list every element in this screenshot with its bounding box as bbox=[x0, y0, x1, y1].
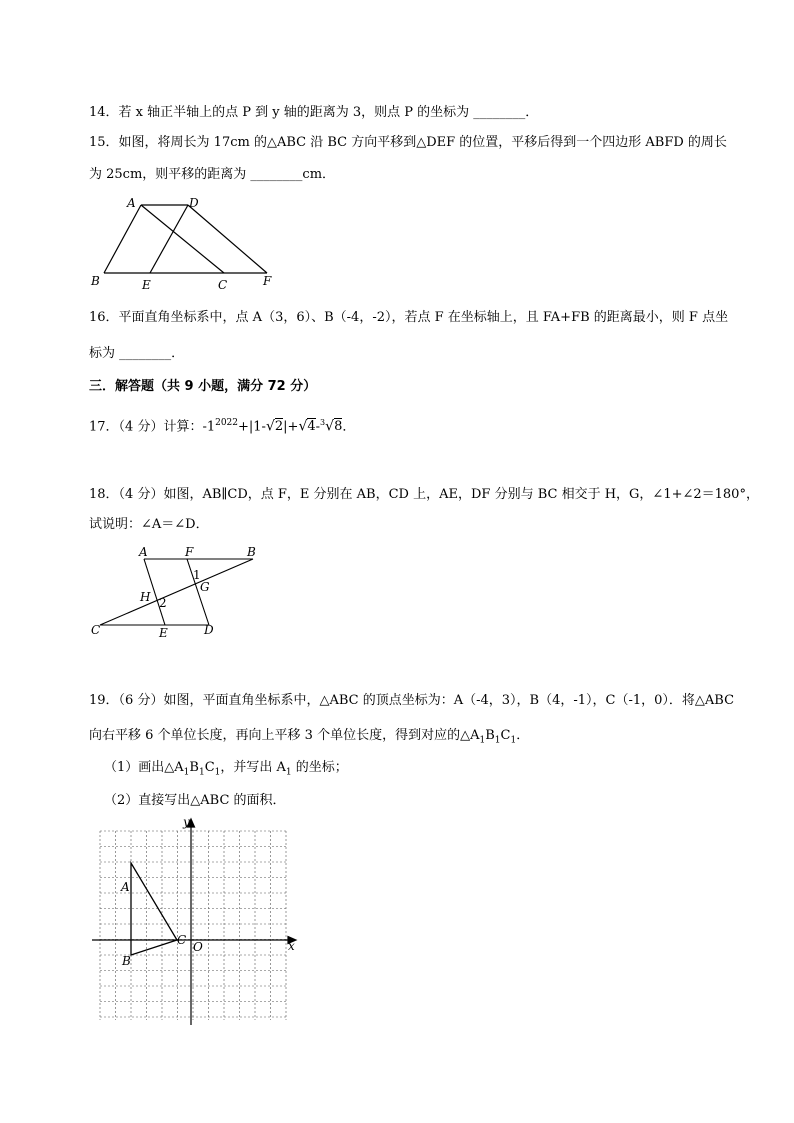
q15-label-e: E bbox=[142, 278, 151, 292]
question-15-line1: 15．如图，将周长为 17cm 的△ABC 沿 BC 方向平移到△DEF 的位置，平移后得到一个四边形 ABFD 的周长 bbox=[89, 135, 727, 150]
q17-cuberoot-index: 3 bbox=[320, 418, 326, 427]
question-16-line1: 16．平面直角坐标系中，点 A（3，6）、B（-4，-2），若点 F 在坐标轴上，且 FA+FB 的距离最小，则 F 点坐 bbox=[89, 310, 729, 325]
q15-label-c: C bbox=[218, 278, 228, 292]
axis-label-y: y bbox=[183, 815, 190, 829]
question-18-line2: 试说明：∠A＝∠D． bbox=[89, 517, 209, 532]
q17-exponent: 2022 bbox=[215, 418, 239, 428]
question-18-line1: 18．（4 分）如图，AB∥CD，点 F，E 分别在 AB，CD 上，AE，DF 分别与 BC 相交于 H，G，∠1+∠2＝180°， bbox=[89, 487, 759, 502]
q17-mid3: - bbox=[315, 419, 321, 435]
q17-prefix: 17．（4 分）计算：-1 bbox=[89, 419, 216, 435]
q18-label-a: A bbox=[139, 545, 148, 559]
q17-cube-value: 8 bbox=[334, 419, 343, 435]
question-16-line2: 标为 ________． bbox=[89, 346, 185, 361]
q17-sqrt2: 2 bbox=[274, 419, 284, 435]
q18-label-f: F bbox=[185, 545, 194, 559]
q18-label-c: C bbox=[91, 623, 101, 637]
q15-label-a: A bbox=[127, 196, 136, 210]
question-19-line1: 19．（6 分）如图，平面直角坐标系中，△ABC 的顶点坐标为：A（-4，3），B（4，-1），C（-1，0）．将△ABC bbox=[89, 693, 735, 708]
question-15-line2: 为 25cm，则平移的距离为 ________cm． bbox=[89, 167, 336, 182]
q15-label-d: D bbox=[189, 196, 199, 210]
q19-label-b: B bbox=[122, 954, 131, 968]
question-14: 14．若 x 轴正半轴上的点 P 到 y 轴的距离为 3，则点 P 的坐标为 ________． bbox=[89, 105, 539, 120]
q17-end: ． bbox=[342, 419, 356, 435]
triangle-abc bbox=[131, 863, 177, 955]
q19-label-c: C bbox=[177, 933, 187, 947]
q17-mid2: |+ bbox=[283, 419, 299, 435]
question-17: 17．（4 分）计算：$-1^{2022}+|1-√2|+√4-^3√8$． bbox=[89, 418, 356, 435]
question-19-line2: 向右平移 6 个单位长度，再向上平移 3 个单位长度，得到对应的$\triangle A_1B_1C_1$． bbox=[89, 728, 530, 746]
q18-label-angle2: 2 bbox=[159, 596, 167, 610]
q18-label-e: E bbox=[159, 626, 168, 640]
q15-label-f: F bbox=[263, 274, 272, 288]
q18-label-angle1: 1 bbox=[193, 568, 201, 582]
q18-label-b: B bbox=[247, 545, 256, 559]
q19-label-a: A bbox=[121, 880, 130, 894]
section-3-title: 三．解答题（共 9 小题，满分 72 分） bbox=[89, 379, 317, 394]
question-19-part2: （2）直接写出△ABC 的面积． bbox=[104, 793, 286, 808]
q18-label-d: D bbox=[204, 623, 214, 637]
q17-sqrt4: 4 bbox=[307, 419, 316, 435]
q19-label-origin: O bbox=[193, 940, 203, 954]
q17-mid1: +|1- bbox=[238, 419, 266, 435]
question-19-part1: （1）画出$\triangle A_1B_1C_1$，并写出 $A_1$ 的坐标； bbox=[104, 760, 348, 778]
q18-label-h: H bbox=[140, 590, 151, 604]
axis-label-x: x bbox=[288, 939, 295, 953]
q15-label-b: B bbox=[91, 274, 100, 288]
q18-label-g: G bbox=[200, 580, 210, 594]
